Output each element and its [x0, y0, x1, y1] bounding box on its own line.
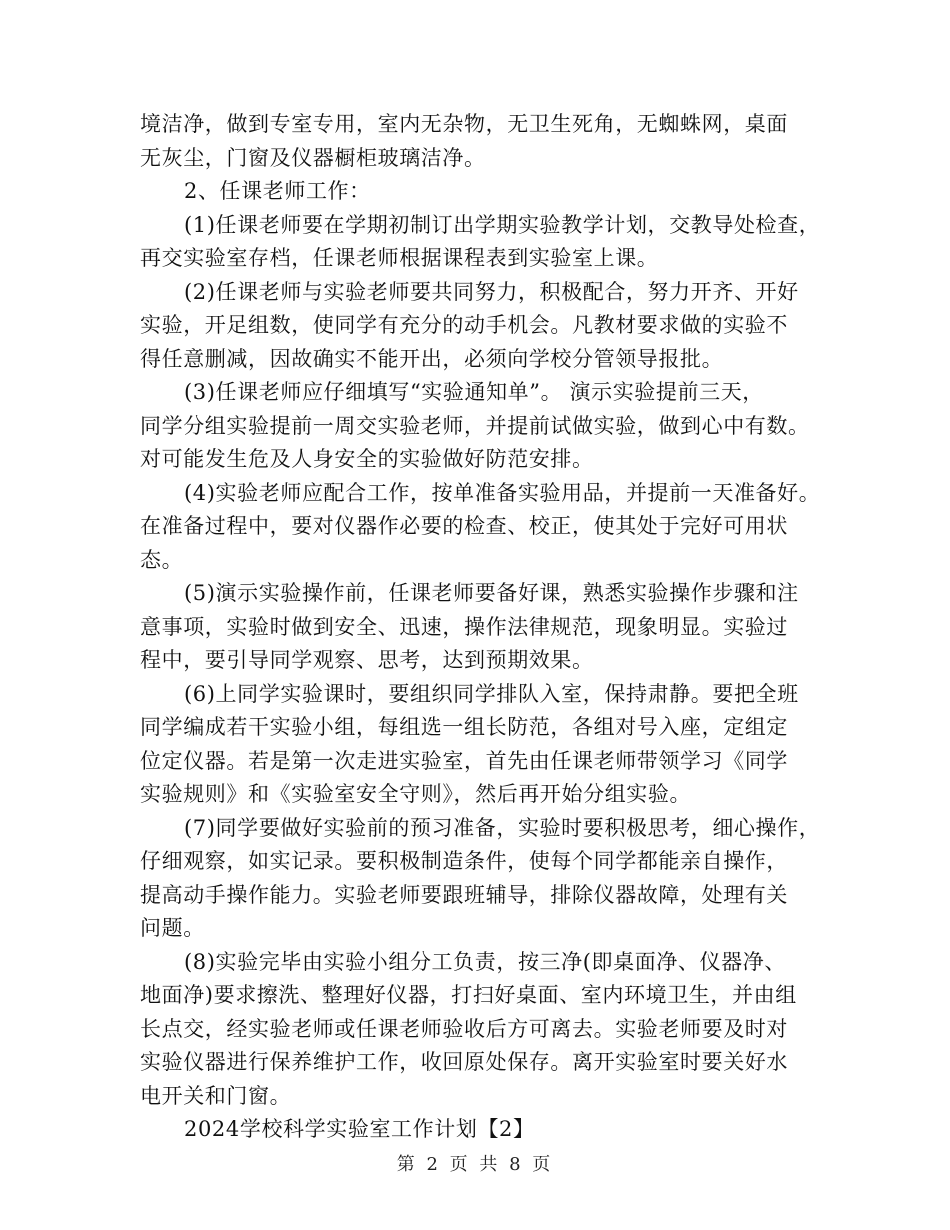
text-line: (7)同学要做好实验前的预习准备，实验时要积极思考，细心操作， — [184, 815, 821, 840]
text-line: 态。 — [140, 547, 184, 572]
text-line: 问题。 — [140, 916, 205, 940]
text-line: 得任意删减，因故确实不能开出，必须向学校分管领导报批。 — [140, 346, 724, 371]
text-line: (6)上同学实验课时，要组织同学排队入室，保持肃静。要把全班 — [184, 681, 799, 706]
text-line: 意事项，实验时做到安全、迅速，操作法律规范，现象明显。实验过 — [140, 614, 788, 639]
page-footer: 第 2 页 共 8 页 — [396, 1154, 554, 1175]
text-line: 提高动手操作能力。实验老师要跟班辅导，排除仪器故障，处理有关 — [140, 882, 788, 907]
text-line: 程中，要引导同学观察、思考，达到预期效果。 — [140, 648, 594, 672]
text-line: 2024学校科学实验室工作计划【2】 — [184, 1117, 535, 1141]
text-line: 电开关和门窗。 — [140, 1083, 292, 1108]
text-line: 实验规则》和《实验室安全守则》，然后再开始分组实验。 — [140, 782, 692, 806]
text-line: 同学编成若干实验小组，每组选一组长防范，各组对号入座，定组定 — [140, 715, 788, 739]
text-line: (1)任课老师要在学期初制订出学期实验教学计划，交教导处检查， — [184, 212, 821, 237]
text-line: (5)演示实验操作前，任课老师要备好课，熟悉实验操作步骤和注 — [184, 581, 799, 605]
text-line: 同学分组实验提前一周交实验老师，并提前试做实验，做到心中有数。 — [140, 413, 810, 438]
text-line: (3)任课老师应仔细填写“实验通知单”。 演示实验提前三天， — [184, 380, 764, 404]
text-line: 实验，开足组数，使同学有充分的动手机会。凡教材要求做的实验不 — [140, 313, 788, 337]
text-line: 实验仪器进行保养维护工作，收回原处保存。离开实验室时要关好水 — [140, 1050, 788, 1074]
text-line: 2、任课老师工作： — [184, 179, 371, 203]
text-line: (8)实验完毕由实验小组分工负责，按三净(即桌面净、仪器净、 — [184, 949, 786, 974]
text-line: 境洁净，做到专室专用，室内无杂物，无卫生死角，无蜘蛛网，桌面 — [140, 112, 788, 136]
text-line: 在准备过程中，要对仪器作必要的检查、校正，使其处于完好可用状 — [140, 514, 788, 538]
text-line: (2)任课老师与实验老师要共同努力，积极配合，努力开齐、开好 — [184, 279, 799, 304]
document-body — [140, 108, 830, 1147]
text-line: 地面净)要求擦洗、整理好仪器，打扫好桌面、室内环境卫生，并由组 — [140, 983, 797, 1007]
text-line: (4)实验老师应配合工作，按单准备实验用品，并提前一天准备好。 — [184, 480, 821, 505]
text-line: 位定仪器。若是第一次走进实验室，首先由任课老师带领学习《同学 — [140, 748, 788, 773]
text-line: 对可能发生危及人身安全的实验做好防范安排。 — [140, 447, 594, 471]
text-line: 长点交，经实验老师或任课老师验收后方可离去。实验老师要及时对 — [140, 1016, 788, 1041]
text-line: 再交实验室存档，任课老师根据课程表到实验室上课。 — [140, 246, 659, 270]
text-line: 仔细观察，如实记录。要积极制造条件，使每个同学都能亲自操作， — [140, 849, 788, 873]
text-line: 无灰尘，门窗及仪器橱柜玻璃洁净。 — [140, 145, 486, 170]
